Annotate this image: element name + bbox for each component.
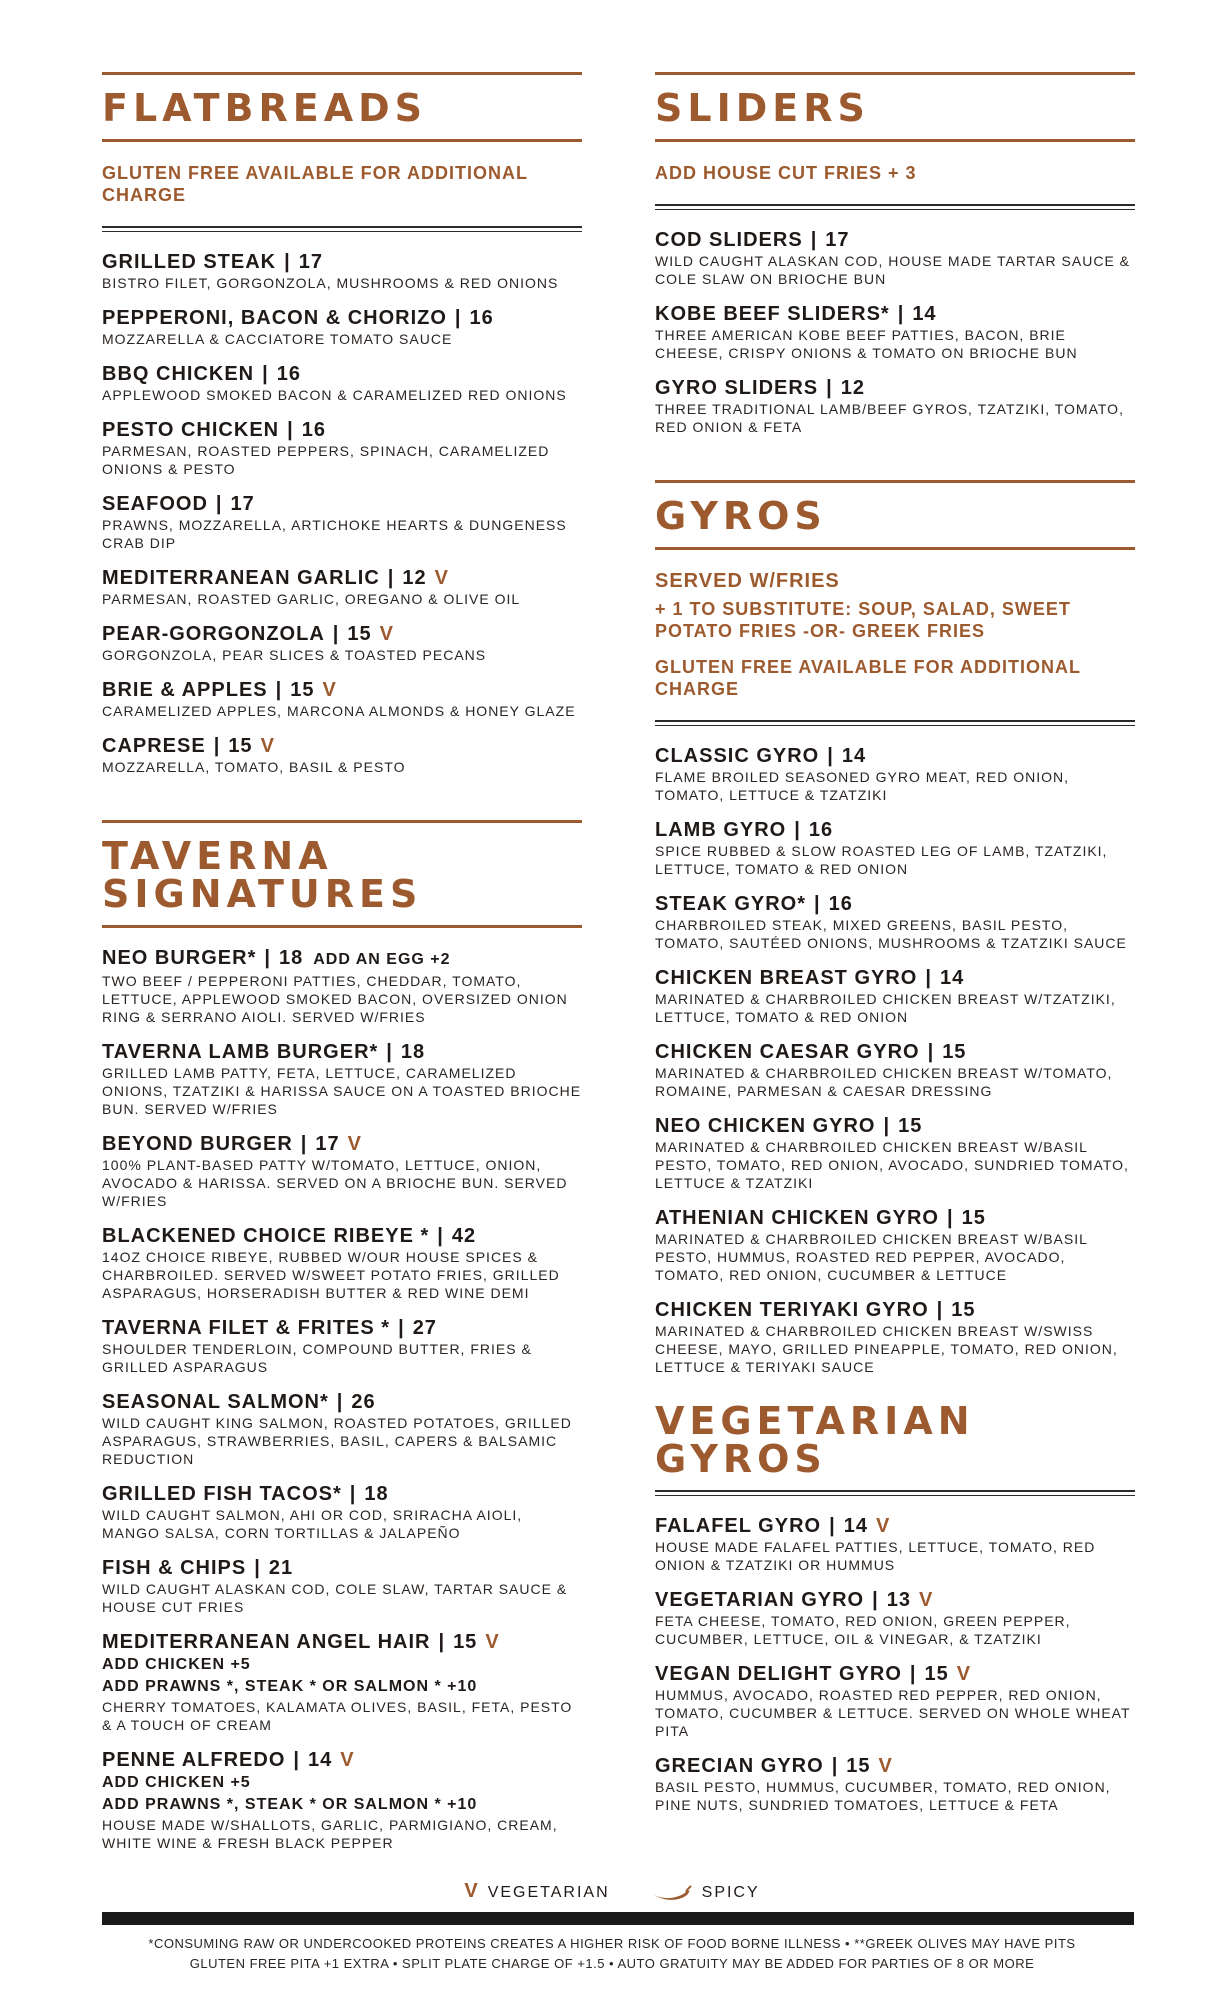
item-description: WILD CAUGHT ALASKAN COD, HOUSE MADE TARTAR SAUCE & COLE SLAW ON BRIOCHE BUN [655,253,1131,287]
item-name: COD SLIDERS [655,229,803,251]
menu-item: VEGAN DELIGHT GYRO | 15 V HUMMUS, AVOCADO, ROASTED RED PEPPER, RED ONION, TOMATO, CUCUMBER & LETTUCE. SERVED ON WHOLE WHEAT PITA [655,1662,1135,1740]
item-price: 15 [846,1755,871,1777]
item-name: FALAFEL GYRO [655,1515,822,1537]
gyros-note-gluten: GLUTEN FREE AVAILABLE FOR ADDITIONAL CHARGE [655,657,1081,699]
section-rule [655,480,1135,483]
item-description: MARINATED & CHARBROILED CHICKEN BREAST W/BASIL PESTO, TOMATO, RED ONION, AVOCADO, SUNDRIED TOMATO, LETTUCE & TZATZIKI [655,1139,1129,1191]
item-description: WILD CAUGHT ALASKAN COD, COLE SLAW, TARTAR SAUCE & HOUSE CUT FRIES [102,1581,568,1615]
item-description: FLAME BROILED SEASONED GYRO MEAT, RED ONION, TOMATO, LETTUCE & TZATZIKI [655,769,1070,803]
vegetarian-mark: V [347,1133,362,1155]
chili-pepper-icon [650,1884,702,1901]
gyros-list [655,744,1135,1376]
item-description: HOUSE MADE W/SHALLOTS, GARLIC, PARMIGIANO, CREAM, WHITE WINE & FRESH BLACK PEPPER [102,1817,558,1851]
menu-item: GYRO SLIDERS | 12 THREE TRADITIONAL LAMB/BEEF GYROS, TZATZIKI, TOMATO, RED ONION & FETA [655,376,1135,436]
item-description: BASIL PESTO, HUMMUS, CUCUMBER, TOMATO, RED ONION, PINE NUTS, SUNDRIED TOMATOES, LETTUCE & FETA [655,1779,1111,1813]
footer-line: *CONSUMING RAW OR UNDERCOOKED PROTEINS CREATES A HIGHER RISK OF FOOD BORNE ILLNESS • **GREEK OLIVES MAY HAVE PITS [148,1936,1076,1951]
menu-item: COD SLIDERS | 17 WILD CAUGHT ALASKAN COD, HOUSE MADE TARTAR SAUCE & COLE SLAW ON BRIOCHE BUN [655,228,1135,288]
flatbreads-list [102,250,582,776]
item-description: HUMMUS, AVOCADO, ROASTED RED PEPPER, RED ONION, TOMATO, CUCUMBER & LETTUCE. SERVED ON WHOLE WHEAT PITA [655,1687,1131,1739]
signatures-list [102,946,582,1852]
vegetarian-mark: V [875,1515,891,1537]
menu-item: BRIE & APPLES | 15 V CARAMELIZED APPLES, MARCONA ALMONDS & HONEY GLAZE [102,678,582,720]
item-price: 14 [939,967,965,989]
gyros-note-substitute: + 1 TO SUBSTITUTE: SOUP, SALAD, SWEET POTATO FRIES -OR- GREEK FRIES [655,599,1071,641]
item-name: BBQ CHICKEN [102,363,255,385]
sliders-title: SLIDERS [655,86,870,130]
item-addon: ADD AN EGG +2 [313,951,451,968]
item-price: 15 [228,735,253,757]
item-name: CHICKEN CAESAR GYRO [655,1041,920,1063]
item-name: BRIE & APPLES [102,679,268,701]
item-description: THREE TRADITIONAL LAMB/BEEF GYROS, TZATZIKI, TOMATO, RED ONION & FETA [655,401,1124,435]
item-description: BISTRO FILET, GORGONZOLA, MUSHROOMS & RED ONIONS [102,275,559,291]
item-name: STEAK GYRO* [655,893,807,915]
item-price: 17 [230,493,255,515]
left-column [102,72,582,1866]
item-name: GRILLED FISH TACOS* [102,1483,342,1505]
flatbreads-title: FLATBREADS [102,86,428,130]
menu-item: CHICKEN BREAST GYRO | 14 MARINATED & CHARBROILED CHICKEN BREAST W/TZATZIKI, LETTUCE, TOMATO & RED ONION [655,966,1135,1026]
footer-disclaimer [0,1934,1224,1974]
menu-item: GRILLED STEAK | 17 BISTRO FILET, GORGONZOLA, MUSHROOMS & RED ONIONS [102,250,582,292]
item-description: PRAWNS, MOZZARELLA, ARTICHOKE HEARTS & DUNGENESS CRAB DIP [102,517,567,551]
item-name: GRILLED STEAK [102,251,277,273]
item-description: HOUSE MADE FALAFEL PATTIES, LETTUCE, TOMATO, RED ONION & TZATZIKI OR HUMMUS [655,1539,1096,1573]
vegetarian-mark: V [485,1631,500,1653]
spacer [102,790,582,820]
item-price: 16 [828,893,853,915]
item-extra: ADD PRAWNS *, STEAK * OR SALMON * +10 [102,1796,478,1813]
item-name: VEGAN DELIGHT GYRO [655,1663,902,1685]
vegetarian-mark: V [379,623,394,645]
item-price: 12 [840,377,865,399]
item-description: 100% PLANT-BASED PATTY W/TOMATO, LETTUCE, ONION, AVOCADO & HARISSA. SERVED ON A BRIOCHE BUN. SERVED W/FRIES [102,1157,568,1209]
item-price: 13 [886,1589,911,1611]
spicy-label: SPICY [701,1884,760,1901]
vegetarian-mark: V [878,1755,893,1777]
menu-item: SEAFOOD | 17 PRAWNS, MOZZARELLA, ARTICHOKE HEARTS & DUNGENESS CRAB DIP [102,492,582,552]
flatbreads-note: GLUTEN FREE AVAILABLE FOR ADDITIONAL CHARGE [102,163,528,205]
item-name: PEPPERONI, BACON & CHORIZO [102,307,447,329]
item-description: THREE AMERICAN KOBE BEEF PATTIES, BACON, BRIE CHEESE, CRISPY ONIONS & TOMATO ON BRIOCHE BUN [655,327,1078,361]
item-description: PARMESAN, ROASTED GARLIC, OREGANO & OLIVE OIL [102,591,521,607]
item-description: CHARBROILED STEAK, MIXED GREENS, BASIL PESTO, TOMATO, SAUTÉED ONIONS, MUSHROOMS & TZATZIKI SAUCE [655,917,1127,951]
item-price: 18 [364,1483,389,1505]
item-price: 16 [301,419,326,441]
section-rule [102,72,582,75]
item-price: 17 [298,251,323,273]
vegetarian-label: VEGETARIAN [487,1884,610,1901]
item-price: 15 [924,1663,949,1685]
item-price: 17 [825,229,850,251]
menu-item: CAPRESE | 15 V MOZZARELLA, TOMATO, BASIL & PESTO [102,734,582,776]
vegetarian-mark: V [260,735,275,757]
item-description: MARINATED & CHARBROILED CHICKEN BREAST W/SWISS CHEESE, MAYO, GRILLED PINEAPPLE, TOMATO, RED ONION, LETTUCE & TERIYAKI SAUCE [655,1323,1118,1375]
section-rule [102,139,582,142]
item-price: 16 [469,307,494,329]
item-price: 18 [278,947,304,969]
section-rule [102,820,582,823]
item-description: CARAMELIZED APPLES, MARCONA ALMONDS & HONEY GLAZE [102,703,576,719]
item-description: CHERRY TOMATOES, KALAMATA OLIVES, BASIL, FETA, PESTO & A TOUCH OF CREAM [102,1699,573,1733]
menu-item: ATHENIAN CHICKEN GYRO | 15 MARINATED & CHARBROILED CHICKEN BREAST W/BASIL PESTO, HUMMUS, ROASTED RED PEPPER, AVOCADO, TOMATO, RED ONION, CUCUMBER & LETTUCE [655,1206,1135,1284]
item-price: 27 [412,1317,437,1339]
vegetarian-mark: V [322,679,337,701]
item-extra: ADD PRAWNS *, STEAK * OR SALMON * +10 [102,1678,478,1695]
item-description: MOZZARELLA & CACCIATORE TOMATO SAUCE [102,331,453,347]
item-price: 15 [347,623,372,645]
item-price: 14 [843,1515,868,1537]
item-name: CLASSIC GYRO [655,745,820,767]
item-price: 16 [808,819,834,841]
item-price: 18 [400,1041,426,1063]
menu-item: PESTO CHICKEN | 16 PARMESAN, ROASTED PEPPERS, SPINACH, CARAMELIZED ONIONS & PESTO [102,418,582,478]
item-description: FETA CHEESE, TOMATO, RED ONION, GREEN PEPPER, CUCUMBER, LETTUCE, OIL & VINEGAR, & TZATZIKI [655,1613,1071,1647]
menu-item: MEDITERRANEAN GARLIC | 12 V PARMESAN, ROASTED GARLIC, OREGANO & OLIVE OIL [102,566,582,608]
item-extra: ADD CHICKEN +5 [102,1774,251,1791]
item-name: TAVERNA FILET & FRITES * [102,1317,391,1339]
menu-item: LAMB GYRO | 16 SPICE RUBBED & SLOW ROASTED LEG OF LAMB, TZATZIKI, LETTUCE, TOMATO & RED ONION [655,818,1135,878]
veg-gyros-list [655,1514,1135,1814]
menu-item: PENNE ALFREDO | 14 V ADD CHICKEN +5 ADD PRAWNS *, STEAK * OR SALMON * +10 HOUSE MADE W/SHALLOTS, GARLIC, PARMIGIANO, CREAM, WHITE WINE & FRESH BLACK PEPPER [102,1748,582,1852]
item-description: WILD CAUGHT SALMON, AHI OR COD, SRIRACHA AIOLI, MANGO SALSA, CORN TORTILLAS & JALAPEÑO [102,1507,523,1541]
double-rule [655,1490,1135,1496]
item-description: TWO BEEF / PEPPERONI PATTIES, CHEDDAR, TOMATO, LETTUCE, APPLEWOOD SMOKED BACON, OVERSIZED ONION RING & SERRANO AIOLI. SERVED W/FRIES [102,973,568,1025]
item-name: MEDITERRANEAN ANGEL HAIR [102,1631,431,1653]
item-price: 17 [315,1133,340,1155]
menu-item: GRECIAN GYRO | 15 V BASIL PESTO, HUMMUS, CUCUMBER, TOMATO, RED ONION, PINE NUTS, SUNDRIED TOMATOES, LETTUCE & FETA [655,1754,1135,1814]
item-description: 14OZ CHOICE RIBEYE, RUBBED W/OUR HOUSE SPICES & CHARBROILED. SERVED W/SWEET POTATO FRIES, GRILLED ASPARAGUS, HORSERADISH BUTTER & RED WINE DEMI [102,1249,560,1301]
menu-item: STEAK GYRO* | 16 CHARBROILED STEAK, MIXED GREENS, BASIL PESTO, TOMATO, SAUTÉED ONIONS, MUSHROOMS & TZATZIKI SAUCE [655,892,1135,952]
item-price: 14 [308,1749,333,1771]
menu-item: CLASSIC GYRO | 14 FLAME BROILED SEASONED GYRO MEAT, RED ONION, TOMATO, LETTUCE & TZATZIKI [655,744,1135,804]
legend [0,1880,1224,1903]
double-rule [655,204,1135,210]
section-rule [655,72,1135,75]
item-name: CHICKEN TERIYAKI GYRO [655,1299,929,1321]
menu-item: TAVERNA LAMB BURGER* | 18 GRILLED LAMB PATTY, FETA, LETTUCE, CARAMELIZED ONIONS, TZATZIKI & HARISSA SAUCE ON A TOASTED BRIOCHE BUN. SERVED W/FRIES [102,1041,582,1117]
vegetarian-mark: V [340,1749,355,1771]
vegetarian-mark: V [956,1663,972,1685]
gyros-title: GYROS [655,494,827,538]
item-name: PEAR-GORGONZOLA [102,623,325,645]
menu-item: BLACKENED CHOICE RIBEYE * | 42 14OZ CHOICE RIBEYE, RUBBED W/OUR HOUSE SPICES & CHARBROILED. SERVED W/SWEET POTATO FRIES, GRILLED ASPARAGUS, HORSERADISH BUTTER & RED WINE DEMI [102,1224,582,1302]
signatures-title: TAVERNA SIGNATURES [102,834,423,916]
menu-item: PEPPERONI, BACON & CHORIZO | 16 MOZZARELLA & CACCIATORE TOMATO SAUCE [102,306,582,348]
item-name: GYRO SLIDERS [655,377,819,399]
menu-item: MEDITERRANEAN ANGEL HAIR | 15 V ADD CHICKEN +5 ADD PRAWNS *, STEAK * OR SALMON * +10 CHERRY TOMATOES, KALAMATA OLIVES, BASIL, FETA, PESTO & A TOUCH OF CREAM [102,1630,582,1734]
item-name: TAVERNA LAMB BURGER* [102,1041,379,1063]
item-price: 12 [402,567,427,589]
item-description: APPLEWOOD SMOKED BACON & CARAMELIZED RED ONIONS [102,387,567,403]
item-name: SEASONAL SALMON* [102,1391,329,1413]
sliders-list [655,228,1135,436]
spacer [655,450,1135,480]
vegetarian-mark: V [434,567,449,589]
section-rule [102,925,582,928]
menu-item: CHICKEN CAESAR GYRO | 15 MARINATED & CHARBROILED CHICKEN BREAST W/TOMATO, ROMAINE, PARMESAN & CAESAR DRESSING [655,1040,1135,1100]
item-price: 15 [951,1299,976,1321]
item-name: PESTO CHICKEN [102,419,280,441]
item-price: 14 [841,745,867,767]
item-name: MEDITERRANEAN GARLIC [102,567,380,589]
menu-item: VEGETARIAN GYRO | 13 V FETA CHEESE, TOMATO, RED ONION, GREEN PEPPER, CUCUMBER, LETTUCE, OIL & VINEGAR, & TZATZIKI [655,1588,1135,1648]
menu-item: CHICKEN TERIYAKI GYRO | 15 MARINATED & CHARBROILED CHICKEN BREAST W/SWISS CHEESE, MAYO, GRILLED PINEAPPLE, TOMATO, RED ONION, LETTUCE & TERIYAKI SAUCE [655,1298,1135,1376]
item-description: MARINATED & CHARBROILED CHICKEN BREAST W/TZATZIKI, LETTUCE, TOMATO & RED ONION [655,991,1116,1025]
item-name: NEO BURGER* [102,947,257,969]
item-description: SPICE RUBBED & SLOW ROASTED LEG OF LAMB, TZATZIKI, LETTUCE, TOMATO & RED ONION [655,843,1108,877]
item-name: PENNE ALFREDO [102,1749,286,1771]
menu-item: KOBE BEEF SLIDERS* | 14 THREE AMERICAN KOBE BEEF PATTIES, BACON, BRIE CHEESE, CRISPY ONIONS & TOMATO ON BRIOCHE BUN [655,302,1135,362]
sliders-note: ADD HOUSE CUT FRIES + 3 [655,163,917,183]
item-price: 15 [290,679,315,701]
item-name: BEYOND BURGER [102,1133,293,1155]
item-name: CAPRESE [102,735,206,757]
menu-item: FALAFEL GYRO | 14 V HOUSE MADE FALAFEL PATTIES, LETTUCE, TOMATO, RED ONION & TZATZIKI OR HUMMUS [655,1514,1135,1574]
menu-item: NEO CHICKEN GYRO | 15 MARINATED & CHARBROILED CHICKEN BREAST W/BASIL PESTO, TOMATO, RED ONION, AVOCADO, SUNDRIED TOMATO, LETTUCE & TZATZIKI [655,1114,1135,1192]
menu-item: BBQ CHICKEN | 16 APPLEWOOD SMOKED BACON & CARAMELIZED RED ONIONS [102,362,582,404]
item-description: MARINATED & CHARBROILED CHICKEN BREAST W/TOMATO, ROMAINE, PARMESAN & CAESAR DRESSING [655,1065,1113,1099]
vegetarian-mark: V [918,1589,934,1611]
item-name: VEGETARIAN GYRO [655,1589,865,1611]
item-description: GRILLED LAMB PATTY, FETA, LETTUCE, CARAMELIZED ONIONS, TZATZIKI & HARISSA SAUCE ON A TOASTED BRIOCHE BUN. SERVED W/FRIES [102,1065,582,1117]
item-price: 15 [898,1115,923,1137]
menu-item: GRILLED FISH TACOS* | 18 WILD CAUGHT SALMON, AHI OR COD, SRIRACHA AIOLI, MANGO SALSA, CORN TORTILLAS & JALAPEÑO [102,1482,582,1542]
menu-item: NEO BURGER* | 18 ADD AN EGG +2 TWO BEEF / PEPPERONI PATTIES, CHEDDAR, TOMATO, LETTUCE, APPLEWOOD SMOKED BACON, OVERSIZED ONION RING & SERRANO AIOLI. SERVED W/FRIES [102,946,582,1026]
item-name: GRECIAN GYRO [655,1755,824,1777]
item-description: SHOULDER TENDERLOIN, COMPOUND BUTTER, FRIES & GRILLED ASPARAGUS [102,1341,532,1375]
item-extra: ADD CHICKEN +5 [102,1656,251,1673]
section-rule [655,139,1135,142]
item-price: 15 [961,1207,986,1229]
right-column [655,72,1135,1828]
menu-item: SEASONAL SALMON* | 26 WILD CAUGHT KING SALMON, ROASTED POTATOES, GRILLED ASPARAGUS, STRAWBERRIES, BASIL, CAPERS & BALSAMIC REDUCTION [102,1390,582,1468]
gyros-note-fries: SERVED W/FRIES [655,570,840,592]
double-rule [655,720,1135,726]
item-name: ATHENIAN CHICKEN GYRO [655,1207,939,1229]
item-price: 15 [942,1041,967,1063]
item-price: 42 [451,1225,477,1247]
item-price: 16 [276,363,301,385]
menu-item: PEAR-GORGONZOLA | 15 V GORGONZOLA, PEAR SLICES & TOASTED PECANS [102,622,582,664]
item-price: 14 [912,303,937,325]
section-rule [655,547,1135,550]
vegetarian-symbol: V [464,1880,480,1902]
item-name: NEO CHICKEN GYRO [655,1115,876,1137]
item-description: MOZZARELLA, TOMATO, BASIL & PESTO [102,759,406,775]
veg-gyros-title: VEGETARIAN GYROS [655,1399,975,1481]
item-name: BLACKENED CHOICE RIBEYE * [102,1225,430,1247]
item-price: 15 [453,1631,478,1653]
footer-bar [102,1912,1134,1925]
double-rule [102,226,582,232]
item-description: WILD CAUGHT KING SALMON, ROASTED POTATOES, GRILLED ASPARAGUS, STRAWBERRIES, BASIL, CAPERS & BALSAMIC REDUCTION [102,1415,572,1467]
item-name: KOBE BEEF SLIDERS* [655,303,890,325]
menu-item: BEYOND BURGER | 17 V 100% PLANT-BASED PATTY W/TOMATO, LETTUCE, ONION, AVOCADO & HARISSA. SERVED ON A BRIOCHE BUN. SERVED W/FRIES [102,1132,582,1210]
footer-line: GLUTEN FREE PITA +1 EXTRA • SPLIT PLATE CHARGE OF +1.5 • AUTO GRATUITY MAY BE ADDED FOR PARTIES OF 8 OR MORE [189,1956,1035,1971]
item-name: CHICKEN BREAST GYRO [655,967,918,989]
item-description: MARINATED & CHARBROILED CHICKEN BREAST W/BASIL PESTO, HUMMUS, ROASTED RED PEPPER, AVOCADO, TOMATO, RED ONION, CUCUMBER & LETTUCE [655,1231,1088,1283]
item-name: SEAFOOD [102,493,208,515]
item-name: LAMB GYRO [655,819,787,841]
menu-item: TAVERNA FILET & FRITES * | 27 SHOULDER TENDERLOIN, COMPOUND BUTTER, FRIES & GRILLED ASPARAGUS [102,1316,582,1376]
item-price: 26 [351,1391,376,1413]
item-name: FISH & CHIPS [102,1557,247,1579]
item-description: GORGONZOLA, PEAR SLICES & TOASTED PECANS [102,647,487,663]
menu-item: FISH & CHIPS | 21 WILD CAUGHT ALASKAN COD, COLE SLAW, TARTAR SAUCE & HOUSE CUT FRIES [102,1556,582,1616]
item-price: 21 [268,1557,294,1579]
item-description: PARMESAN, ROASTED PEPPERS, SPINACH, CARAMELIZED ONIONS & PESTO [102,443,550,477]
